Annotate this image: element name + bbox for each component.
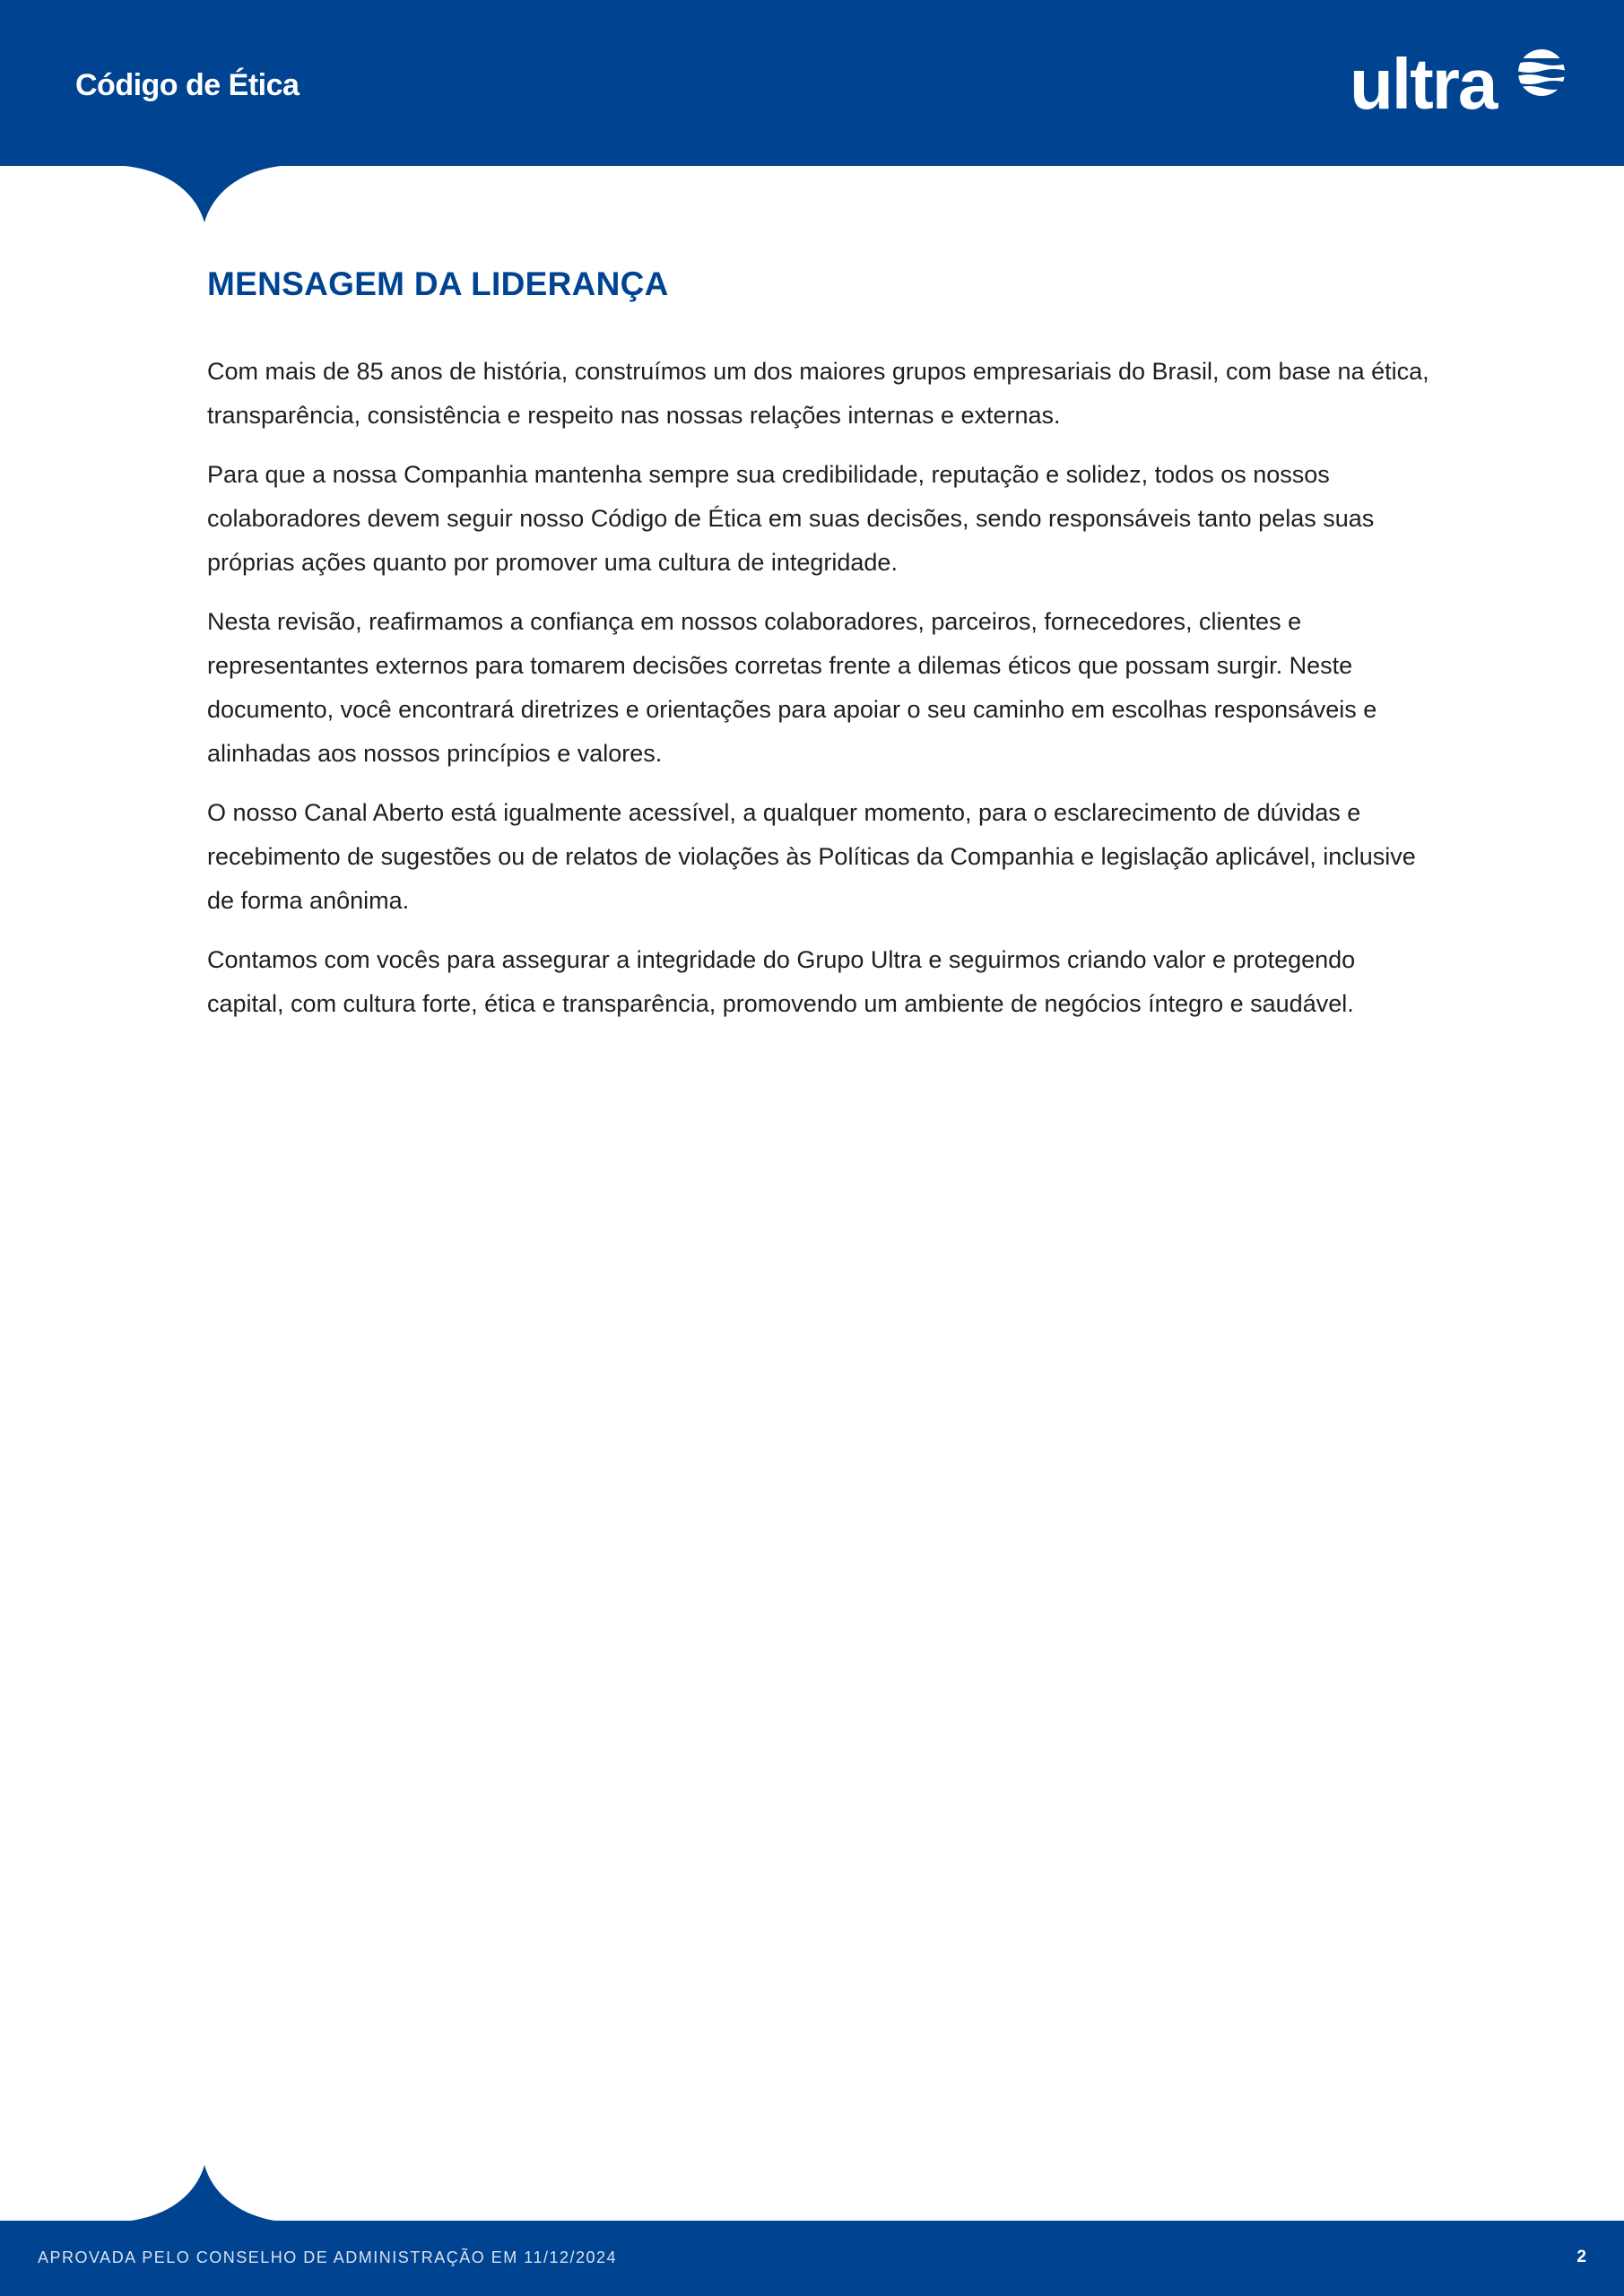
paragraph-2: Para que a nossa Companhia mantenha sempre sua credibilidade, reputação e solidez, todos os nossos colaboradores devem seguir nosso Código de Ética em suas decisões, sendo responsáveis tanto pelas suas próprias ações quanto por promover uma cultura de integridade. (207, 461, 1375, 576)
document-title: Código de Ética (75, 68, 300, 102)
footer-notch-decoration (0, 2160, 359, 2222)
main-content (207, 265, 1436, 1041)
paragraph-4: O nosso Canal Aberto está igualmente acessível, a qualquer momento, para o esclarecimento de dúvidas e recebimento de sugestões ou de relatos de violações às Políticas da Companhia e legislação aplicável, inclusive de forma anônima. (207, 799, 1416, 914)
header-notch-decoration (0, 165, 359, 228)
ultra-logo (1350, 44, 1565, 127)
approval-note: APROVADA PELO CONSELHO DE ADMINISTRAÇÃO EM 11/12/2024 (38, 2248, 618, 2266)
ultra-wave-logo-icon (1516, 49, 1567, 96)
paragraph-5: Contamos com vocês para assegurar a integridade do Grupo Ultra e seguirmos criando valor e protegendo capital, com cultura forte, ética e transparência, promovendo um ambiente de negócios íntegro e saudável. (207, 946, 1356, 1017)
paragraph-3: Nesta revisão, reafirmamos a confiança em nossos colaboradores, parceiros, fornecedores, clientes e representantes externos para tomarem decisões corretas frente a dilemas éticos que possam surgir. Neste documento, você encontrará diretrizes e orientações para apoiar o seu caminho em escolhas responsáveis e alinhadas aos nossos princípios e valores. (207, 608, 1377, 767)
logo-wordmark: ultra (1350, 44, 1497, 124)
page-header (0, 0, 1624, 166)
page-footer (0, 2221, 1624, 2296)
section-heading: MENSAGEM DA LIDERANÇA (207, 265, 669, 302)
paragraph-1: Com mais de 85 anos de história, construímos um dos maiores grupos empresariais do Brasil, com base na ética, transparência, consistência e respeito nas nossas relações internas e externas. (207, 358, 1429, 429)
page-number: 2 (1576, 2248, 1586, 2266)
